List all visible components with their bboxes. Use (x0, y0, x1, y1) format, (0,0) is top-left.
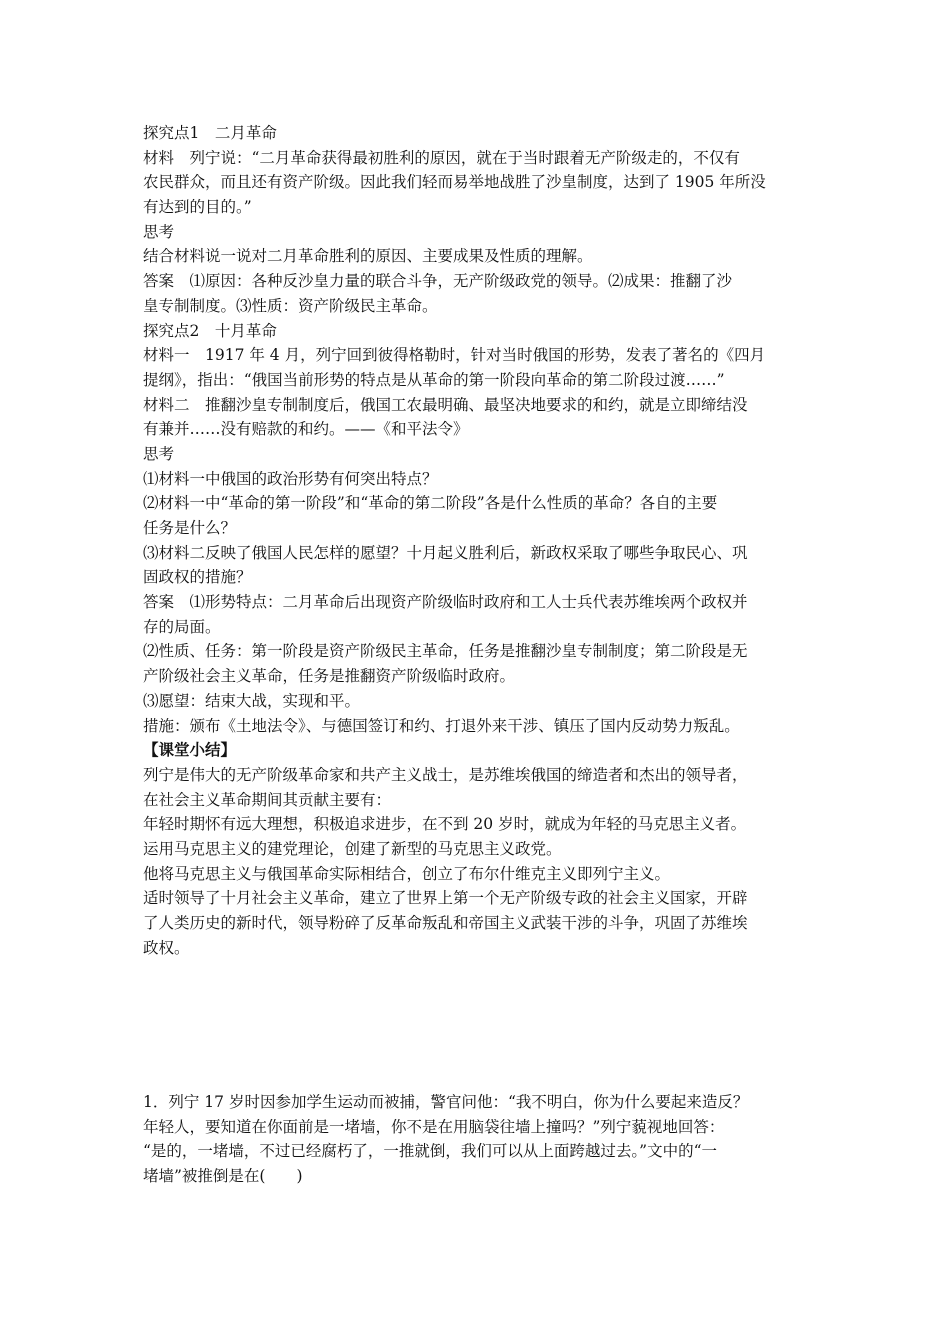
answer-line: 答案 ⑴原因：各种反沙皇力量的联合斗争，无产阶级政党的领导。⑵成果：推翻了沙 (143, 272, 733, 291)
exercise-question (143, 1090, 813, 1189)
summary-line: 列宁是伟大的无产阶级革命家和共产主义战士，是苏维埃俄国的缔造者和杰出的领导者， (143, 765, 748, 784)
answer-line: ⑵性质、任务：第一阶段是资产阶级民主革命，任务是推翻沙皇专制制度；第二阶段是无 (143, 642, 748, 661)
material-line: 材料 列宁说：“二月革命获得最初胜利的原因，就在于当时跟着无产阶级走的，不仅有 (143, 148, 740, 167)
material-line: 提纲》，指出：“俄国当前形势的特点是从革命的第一阶段向革命的第二阶段过渡……” (143, 370, 725, 389)
material-line: 材料二 推翻沙皇专制制度后，俄国工农最明确、最坚决地要求的和约，就是立即缔结没 (143, 395, 748, 414)
summary-line: 运用马克思主义的建党理论，创建了新型的马克思主义政党。 (143, 839, 562, 858)
heading-exploration-2: 探究点2 十月革命 (143, 321, 277, 340)
material-line: 有兼并……没有赔款的和约。——《和平法令》 (143, 420, 469, 439)
question-line: ⑵材料一中“革命的第一阶段”和“革命的第二阶段”各是什么性质的革命？各自的主要 (143, 494, 718, 513)
summary-line: 年轻时期怀有远大理想，积极追求进步，在不到 20 岁时，就成为年轻的马克思主义者。 (143, 815, 747, 834)
question-line: 固政权的措施？ (143, 568, 252, 587)
material-line: 农民群众，而且还有资产阶级。因此我们轻而易举地战胜了沙皇制度，达到了 1905 年所没 (143, 173, 766, 192)
question-text-line: 堵墙”被推倒是在( ) (143, 1167, 303, 1186)
think-label: 思考 (143, 222, 175, 241)
think-label: 思考 (143, 444, 175, 463)
answer-line: 皇专制制度。⑶性质：资产阶级民主革命。 (143, 296, 438, 315)
summary-line: 政权。 (143, 938, 190, 957)
question-line: 任务是什么？ (143, 519, 237, 537)
summary-line: 在社会主义革命期间其贡献主要有： (143, 790, 392, 809)
question-line: 结合材料说一说对二月革命胜利的原因、主要成果及性质的理解。 (143, 247, 593, 266)
question-text-line: 1．列宁 17 岁时因参加学生运动而被捕，警官问他：“我不明白，你为什么要起来造反？ (143, 1093, 749, 1111)
question-text-line: 年轻人，要知道在你面前是一堵墙，你不是在用脑袋往墙上撞吗？”列宁藐视地回答： (143, 1117, 725, 1136)
answer-line: 答案 ⑴形势特点：二月革命后出现资产阶级临时政府和工人士兵代表苏维埃两个政权并 (143, 593, 748, 612)
summary-heading: 【课堂小结】 (143, 740, 237, 760)
study-section (143, 121, 813, 960)
question-line: ⑶材料二反映了俄国人民怎样的愿望？十月起义胜利后，新政权采取了哪些争取民心、巩 (143, 543, 748, 562)
question-text-line: “是的，一堵墙，不过已经腐朽了，一推就倒，我们可以从上面跨越过去。”文中的“一 (143, 1142, 718, 1161)
question-line: ⑴材料一中俄国的政治形势有何突出特点？ (143, 469, 438, 488)
heading-exploration-1: 探究点1 二月革命 (143, 124, 277, 142)
answer-line: 存的局面。 (143, 617, 221, 636)
summary-line: 适时领导了十月社会主义革命，建立了世界上第一个无产阶级专政的社会主义国家，开辟 (143, 889, 748, 908)
answer-line: 措施：颁布《土地法令》、与德国签订和约、打退外来干涉、镇压了国内反动势力叛乱。 (143, 716, 740, 735)
summary-line: 了人类历史的新时代，领导粉碎了反革命叛乱和帝国主义武装干涉的斗争，巩固了苏维埃 (143, 914, 748, 932)
material-line: 有达到的目的。” (143, 198, 252, 217)
answer-line: ⑶愿望：结束大战，实现和平。 (143, 691, 361, 710)
material-line: 材料一 1917 年 4 月，列宁回到彼得格勒时，针对当时俄国的形势，发表了著名的《四月 (143, 346, 766, 365)
answer-line: 产阶级社会主义革命，任务是推翻资产阶级临时政府。 (143, 667, 516, 686)
summary-line: 他将马克思主义与俄国革命实际相结合，创立了布尔什维克主义即列宁主义。 (143, 864, 671, 883)
